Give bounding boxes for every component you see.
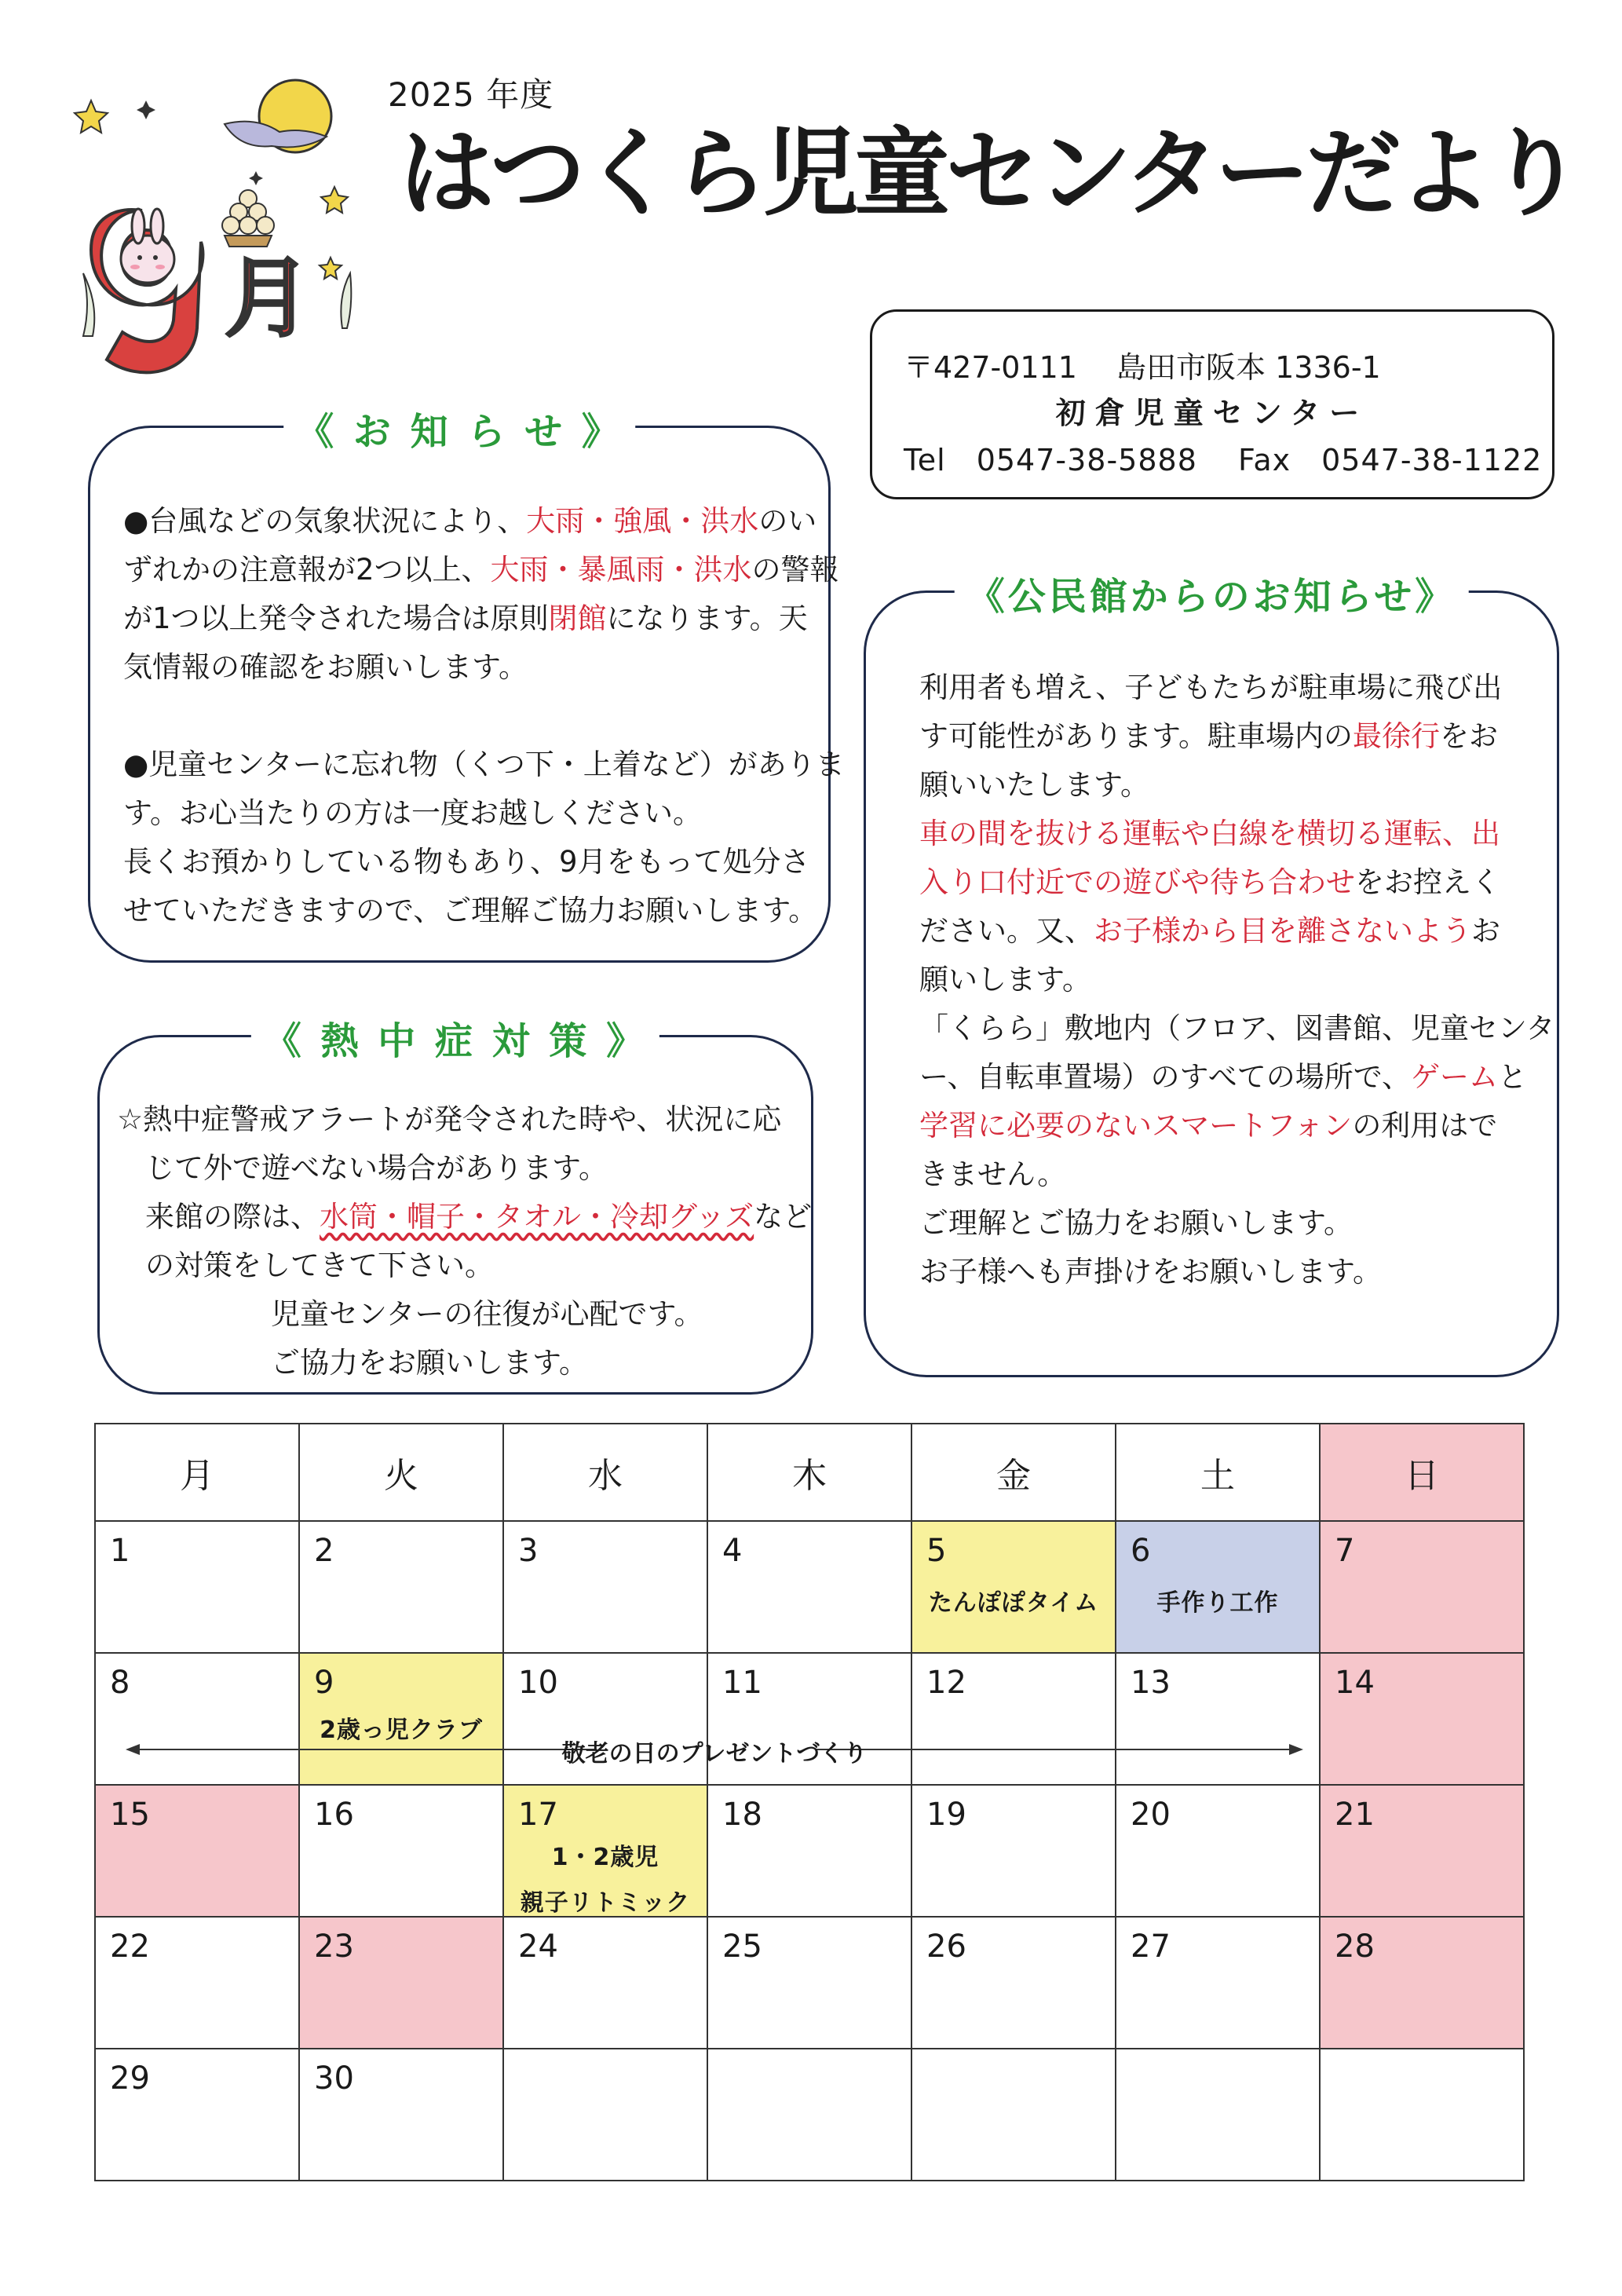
event-2yo-club: 2歳っ児クラブ: [320, 1717, 483, 1744]
kominkan-line: 願いいたします。: [919, 768, 1150, 802]
calendar-day: 12: [911, 1653, 1116, 1785]
weekday-mon: 月: [95, 1424, 299, 1521]
calendar-day: 1: [95, 1521, 299, 1653]
calendar-day: 27: [1116, 1917, 1320, 2049]
heat-line: じて外で遊べない場合があります。: [145, 1151, 608, 1185]
weekday-sun: 日: [1320, 1424, 1524, 1521]
calendar-day-holiday: 28: [1320, 1917, 1524, 2049]
month-logo-illustration: [60, 69, 374, 383]
kominkan-line: 学習に必要のないスマートフォンの利用はで: [919, 1109, 1498, 1143]
calendar-week: [95, 1521, 1524, 1653]
rabbit-icon: [121, 209, 174, 283]
kominkan-line: ご理解とご協力をお願いします。: [919, 1206, 1353, 1240]
calendar: [94, 1423, 1525, 2181]
calendar-day: 2: [299, 1521, 503, 1653]
month-suffix: 月: [225, 248, 311, 349]
kominkan-line: お子様へも声掛けをお願いします。: [919, 1255, 1383, 1289]
calendar-day: 11: [707, 1653, 911, 1785]
dango-icon: [222, 190, 274, 247]
weekday-sat: 土: [1116, 1424, 1320, 1521]
kominkan-line: す可能性があります。駐車場内の最徐行をお: [919, 719, 1499, 753]
calendar-day-empty: [707, 2049, 911, 2181]
notice-line: ずれかの注意報が2つ以上、大雨・暴風雨・洪水の警報: [123, 553, 839, 587]
notice-box: [88, 410, 845, 963]
heat-line: ご協力をお願いします。: [271, 1346, 589, 1380]
heatstroke-title: 《 熱 中 症 対 策 》: [251, 1011, 659, 1065]
address-postal: 〒427-0111 島田市阪本 1336-1: [904, 350, 1381, 385]
calendar-week: [95, 2049, 1524, 2181]
heat-line: の対策をしてきて下さい。: [145, 1249, 494, 1282]
calendar-day-holiday: 21: [1320, 1785, 1524, 1917]
notice-line: が1つ以上発令された場合は原則閉館になります。天: [123, 601, 808, 635]
notice-line: 長くお預かりしている物もあり、9月をもって処分さ: [123, 845, 810, 879]
kominkan-box: [864, 575, 1559, 1377]
address-box: [870, 309, 1554, 499]
calendar-day-holiday: 23: [299, 1917, 503, 2049]
moon-icon: [225, 80, 331, 152]
calendar-day: 13: [1116, 1653, 1320, 1785]
calendar-day: 4: [707, 1521, 911, 1653]
page-title: はつくら児童センターだより: [399, 118, 1580, 229]
calendar-day-holiday: 15: [95, 1785, 299, 1917]
center-name: 初倉児童センター: [1055, 396, 1369, 430]
calendar-day-empty: [1116, 2049, 1320, 2181]
grass-icon: [83, 273, 351, 336]
kominkan-line: 車の間を抜ける運転や白線を横切る運転、出: [919, 817, 1500, 850]
weekday-thu: 木: [707, 1424, 911, 1521]
calendar-day-holiday: 7: [1320, 1521, 1524, 1653]
weekday-fri: 金: [911, 1424, 1116, 1521]
kominkan-body: [919, 664, 1555, 1296]
calendar-day-event: 5 たんぽぽタイム: [911, 1521, 1116, 1653]
kominkan-line: きません。: [919, 1157, 1067, 1191]
calendar-day: 30: [299, 2049, 503, 2181]
calendar-day: 29: [95, 2049, 299, 2181]
heat-line: ☆熱中症警戒アラートが発令された時や、状況に応: [117, 1102, 782, 1136]
calendar-day: 3: [503, 1521, 707, 1653]
calendar-day: 20: [1116, 1785, 1320, 1917]
notice-title: 《 お 知 ら せ 》: [283, 401, 635, 455]
notice-line: ●児童センターに忘れ物（くつ下・上着など）がありま: [123, 748, 845, 781]
event-rhythmic-line1: 1・2歳児: [551, 1844, 659, 1871]
calendar-header-row: [95, 1424, 1524, 1521]
weekday-tue: 火: [299, 1424, 503, 1521]
calendar-day: 16: [299, 1785, 503, 1917]
calendar-day-empty: [911, 2049, 1116, 2181]
range-event-label: 敬老の日のプレゼントづくり: [561, 1740, 868, 1768]
notice-line: 気情報の確認をお願いします。: [123, 650, 528, 684]
notice-body: [123, 497, 845, 935]
calendar-day: 22: [95, 1917, 299, 2049]
heatstroke-body: [117, 1095, 812, 1387]
heatstroke-box: [97, 1019, 813, 1395]
fiscal-year: 2025 年度: [388, 75, 554, 114]
range-event: [126, 1734, 1303, 1768]
kominkan-line: 利用者も増え、子どもたちが駐車場に飛び出: [919, 671, 1503, 704]
event-rhythmic-line2: 親子リトミック: [520, 1889, 691, 1917]
heat-line: 来館の際は、水筒・帽子・タオル・冷却グッズなど: [145, 1200, 813, 1234]
contact-numbers: Tel 0547-38-5888 Fax 0547-38-1122: [904, 443, 1543, 477]
notice-line: す。お心当たりの方は一度お越しください。: [123, 796, 703, 830]
notice-line: ●台風などの気象状況により、大雨・強風・洪水のい: [123, 504, 817, 538]
calendar-day-empty: [503, 2049, 707, 2181]
calendar-day-holiday: 14: [1320, 1653, 1524, 1785]
calendar-day-event: 17 1・2歳児 親子リトミック: [503, 1785, 707, 1917]
calendar-day: 25: [707, 1917, 911, 2049]
kominkan-line: 入り口付近での遊びや待ち合わせをお控えく: [919, 865, 1500, 899]
calendar-day: 10: [503, 1653, 707, 1785]
kominkan-line: 「くらら」敷地内（フロア、図書館、児童センタ: [919, 1011, 1555, 1045]
notice-line: せていただきますので、ご理解ご協力お願いします。: [123, 894, 818, 927]
calendar-week: [95, 1785, 1524, 1917]
calendar-day-empty: [1320, 2049, 1524, 2181]
weekday-wed: 水: [503, 1424, 707, 1521]
kominkan-title: 《公民館からのお知らせ》: [955, 566, 1469, 620]
calendar-day: 24: [503, 1917, 707, 2049]
calendar-day: 26: [911, 1917, 1116, 2049]
kominkan-line: 願いします。: [919, 963, 1092, 996]
kominkan-line: ー、自転車置場）のすべての場所で、ゲームと: [919, 1060, 1528, 1094]
kominkan-line: ださい。又、お子様から目を離さないようお: [919, 914, 1500, 948]
calendar-day-event: 9 2歳っ児クラブ: [299, 1653, 503, 1785]
heat-line: 児童センターの往復が心配です。: [271, 1297, 703, 1331]
calendar-day: 8: [95, 1653, 299, 1785]
calendar-day: 19: [911, 1785, 1116, 1917]
event-tanpopo: たんぽぽタイム: [928, 1589, 1099, 1617]
calendar-week: [95, 1917, 1524, 2049]
calendar-day-event: 6 手作り工作: [1116, 1521, 1320, 1653]
calendar-day: 18: [707, 1785, 911, 1917]
event-craft: 手作り工作: [1156, 1589, 1279, 1617]
